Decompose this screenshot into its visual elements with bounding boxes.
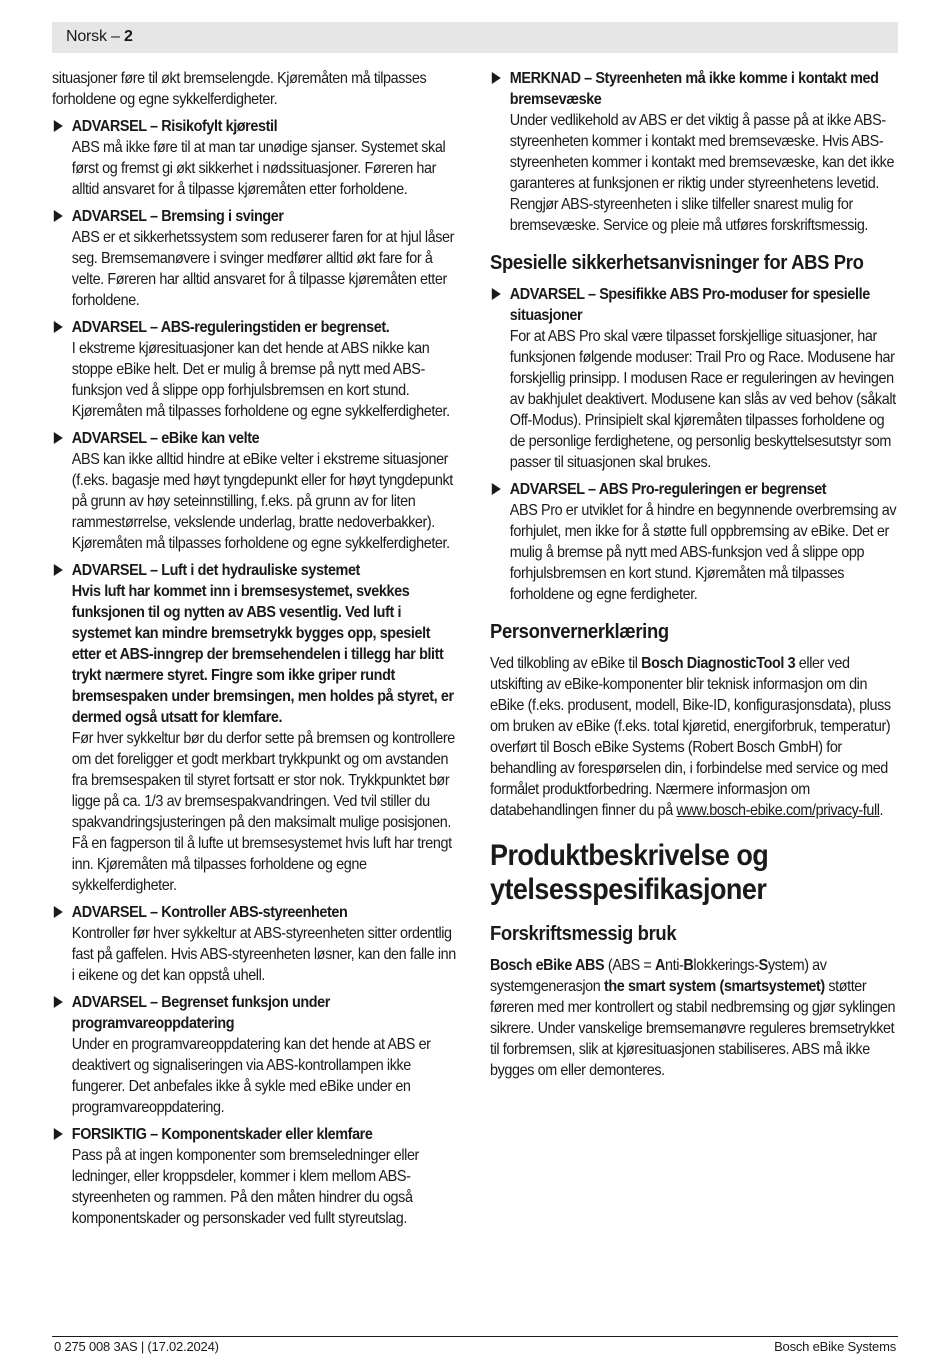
warning-body: ABS kan ikke alltid hindre at eBike velter i ekstreme situasjoner (f.eks. bagasje med høyt tyngdepunkt eller for høyt tyngdepunkt på grunn av høy seteinnstilling, f.eks. på grunn av for liten rammestørrelse, vekslende underlag, bratte nedoverbakker). Kjøremåten må tilpasses forholdene og egne sykkelferdigheter. <box>71 451 453 552</box>
warning-title: ADVARSEL – Risikofylt kjørestil <box>71 118 278 135</box>
warning-body: For at ABS Pro skal være tilpasset forskjellige situasjoner, har funksjonen følgende moduser: Trail Pro og Race. Modusene har forskjellig prinsipp. I modusen Race er reguleringen av hevingen av bakhjulet deaktivert. Modusene kan slås av ved behov (såkalt Off-Modus). Prinsipielt skal kjøremåten tilpasses forholdene og de personlige ferdighetene, og personlig beskyttelsesutstyr som passer til situasjonen skal brukes. <box>509 328 896 471</box>
privacy-text: eller ved utskifting av eBike-komponenter blir teknisk informasjon om din eBike (f.eks. produsent, modell, Bike-ID, konfigurasjonsdata), pluss om bruken av eBike (f.eks. total kjøretid, energiforbruk, temperatur) overført til Bosch eBike Systems (Robert Bosch GmbH) for behandling av forespørselen din, i forbindelse med service og med formålet produktforbedring. Nærmere informasjon om databehandlingen finner du på <box>490 655 891 819</box>
warning-body: Pass på at ingen komponenter som bremseledninger eller ledninger, eller kroppsdeler, kommer i klem mellom ABS-styreenheten og rammen. På den måten hindrer du også komponentskader og personskader ved fullt styreutslag. <box>71 1147 419 1227</box>
bullet-arrow-icon <box>492 288 501 300</box>
use-text: (ABS = <box>604 957 656 974</box>
privacy-text: . <box>879 802 884 819</box>
warning-abs-time-limited <box>52 317 462 422</box>
warning-title: ADVARSEL – eBike kan velte <box>71 430 260 447</box>
intended-use-heading: Forskriftsmessig bruk <box>490 922 677 945</box>
warning-title: ADVARSEL – Luft i det hydrauliske systemet <box>71 562 360 579</box>
bullet-arrow-icon <box>54 1128 63 1140</box>
privacy-text: Ved tilkobling av eBike til <box>490 655 642 672</box>
warning-title: ADVARSEL – Begrenset funksjon under programvareoppdatering <box>71 994 330 1032</box>
warning-bold-body: Hvis luft har kommet inn i bremsesystemet, svekkes funksjonen til og nytten av ABS vesentlig. Ved luft i systemet kan mindre bremsetrykk bygges opp, spesielt etter et ABS-inngrep der bremsehendelen i tillegg har blitt trykt nærmere styret. Fingre som ikke griper rundt bremsespaken under bremsingen, men holdes på styret, er dermed også utsatt for klemfare. <box>71 583 454 726</box>
intended-use-paragraph <box>490 955 900 1081</box>
intro-paragraph: situasjoner føre til økt bremselengde. Kjøremåten må tilpasses forholdene og egne sykkelferdigheter. <box>52 70 427 108</box>
warning-abs-pro-modes <box>490 284 900 473</box>
note-body: Under vedlikehold av ABS er det viktig å passe på at ikke ABS-styreenheten kommer i kontakt med bremsevæske. Hvis ABS-styreenheten kommer i kontakt med bremsevæske, kan det ikke garanteres at funksjonen er riktig under styreenhetens levetid. Rengjør ABS-styreenheten i slike tilfeller snarest mulig for bremsevæske. Service og pleie må utføres forskriftsmessig. <box>509 112 895 234</box>
privacy-heading: Personvernerklæring <box>490 620 669 643</box>
warning-ebike-tip-over <box>52 428 462 554</box>
warning-check-abs-unit <box>52 902 462 986</box>
use-text: ystem) av systemgenerasjon <box>490 957 827 995</box>
diagnostic-tool-name: Bosch DiagnosticTool 3 <box>641 655 796 672</box>
product-name: Bosch eBike ABS <box>490 957 605 974</box>
warning-software-update <box>52 992 462 1118</box>
page-header <box>52 22 898 53</box>
warning-air-in-hydraulics <box>52 560 462 896</box>
use-letter: A <box>655 957 666 974</box>
caution-component-damage <box>52 1124 462 1229</box>
page-number: 2 <box>123 28 133 45</box>
warning-body: Før hver sykkeltur bør du derfor sette på bremsen og kontrollere om det foreligger et godt merkbart trykkpunkt og om avstanden fra bremsespaken til styret fortsatt er stor nok. Trykkpunktet bør ligge på ca. 1/3 av bremsespakvandringen. Ved tvil stiller du spakvandringsjusteringen på den maksimalt mulige posisjonen. Få en fagperson til å lufte ut bremsesystemet hvis luft har trengt inn. Kjøremåten må tilpasses forholdene og egne sykkelferdigheter. <box>71 730 455 894</box>
footer-brand: Bosch eBike Systems <box>774 1339 896 1354</box>
warning-title: ADVARSEL – ABS-reguleringstiden er begrenset. <box>71 319 390 336</box>
bullet-arrow-icon <box>54 906 63 918</box>
warning-title: ADVARSEL – Kontroller ABS-styreenheten <box>71 904 348 921</box>
privacy-link[interactable]: www.bosch-ebike.com/privacy-full <box>676 802 880 819</box>
footer-divider <box>52 1336 898 1337</box>
warning-title: ADVARSEL – Spesifikke ABS Pro-moduser for spesielle situasjoner <box>509 286 870 324</box>
bullet-arrow-icon <box>492 483 501 495</box>
warning-abs-pro-limited <box>490 479 900 605</box>
use-text: nti- <box>665 957 684 974</box>
product-heading: Produktbeskrivelse og ytelsesspesifikasjoner <box>490 839 769 906</box>
footer-doc-id: 0 275 008 3AS | (17.02.2024) <box>54 1339 219 1354</box>
bullet-arrow-icon <box>54 564 63 576</box>
bullet-arrow-icon <box>54 432 63 444</box>
bullet-arrow-icon <box>54 321 63 333</box>
use-text: lokkerings- <box>693 957 759 974</box>
use-text: støtter føreren med mer kontrollert og stabil nedbremsing og gjør syklingen sikrere. Under vanskelige bremsemanøvre reguleres bremsetrykket til forbremsen, slik at kjøresituasjonen stabiliseres. ABS må ikke bygges om eller demonteres. <box>490 978 896 1079</box>
warning-body: ABS må ikke føre til at man tar unødige sjanser. Systemet skal først og fremst gi økt sikkerhet i nødssituasjoner. Føreren har alltid ansvaret for å tilpasse kjøremåten etter forholdene. <box>71 139 446 198</box>
warning-body: ABS Pro er utviklet for å hindre en begynnende overbremsing av forhjulet, men ikke for å støtte full oppbremsing av eBike. Det er mulig å bremse på nytt med ABS-funksjon ved å slippe opp forhjulsbremsen en kort stund. Kjøremåten må tilpasses forholdene og egne ferdigheter. <box>509 502 897 603</box>
bullet-arrow-icon <box>54 210 63 222</box>
use-letter: B <box>683 957 694 974</box>
note-title: MERKNAD – Styreenheten må ikke komme i kontakt med bremsevæske <box>509 70 879 108</box>
warning-body: Kontroller før hver sykkeltur at ABS-styreenheten sitter ordentlig fast på gaffelen. Hvis ABS-styreenheten løsner, kan den falle inn i eikene og det kan oppstå uhell. <box>71 925 456 984</box>
warning-braking-corners <box>52 206 462 311</box>
privacy-paragraph <box>490 653 900 821</box>
header-language: Norsk – <box>66 28 124 45</box>
right-column <box>490 68 900 1087</box>
warning-title: FORSIKTIG – Komponentskader eller klemfare <box>71 1126 373 1143</box>
warning-title: ADVARSEL – ABS Pro-reguleringen er begrenset <box>509 481 827 498</box>
warning-risky-riding <box>52 116 462 200</box>
warning-body: I ekstreme kjøresituasjoner kan det hende at ABS nikke kan stoppe eBike helt. Det er mulig å bremse på nytt med ABS-funksjon ved å slippe opp forhjulsbremsen en kort stund. Kjøremåten må tilpasses forholdene og egne sykkelferdigheter. <box>71 340 450 420</box>
warning-body: ABS er et sikkerhetssystem som reduserer faren for at hjul låser seg. Bremsemanøvere i svinger medfører alltid økt fare for å velte. Føreren har alltid ansvaret for å tilpasse kjøremåten etter forholdene. <box>71 229 455 309</box>
bullet-arrow-icon <box>54 120 63 132</box>
left-column <box>52 68 462 1235</box>
warning-title: ADVARSEL – Bremsing i svinger <box>71 208 284 225</box>
header-text <box>66 28 133 46</box>
note-brake-fluid <box>490 68 900 236</box>
bullet-arrow-icon <box>492 72 501 84</box>
bullet-arrow-icon <box>54 996 63 1008</box>
warning-body: Under en programvareoppdatering kan det hende at ABS er deaktivert og signaliseringen via ABS-kontrollampen ikke fungerer. Det anbefales ikke å sykle med eBike under en programvareoppdatering. <box>71 1036 431 1116</box>
use-letter: S <box>758 957 768 974</box>
abs-pro-heading: Spesielle sikkerhetsanvisninger for ABS Pro <box>490 251 864 274</box>
system-name: the smart system (smartsystemet) <box>603 978 825 995</box>
